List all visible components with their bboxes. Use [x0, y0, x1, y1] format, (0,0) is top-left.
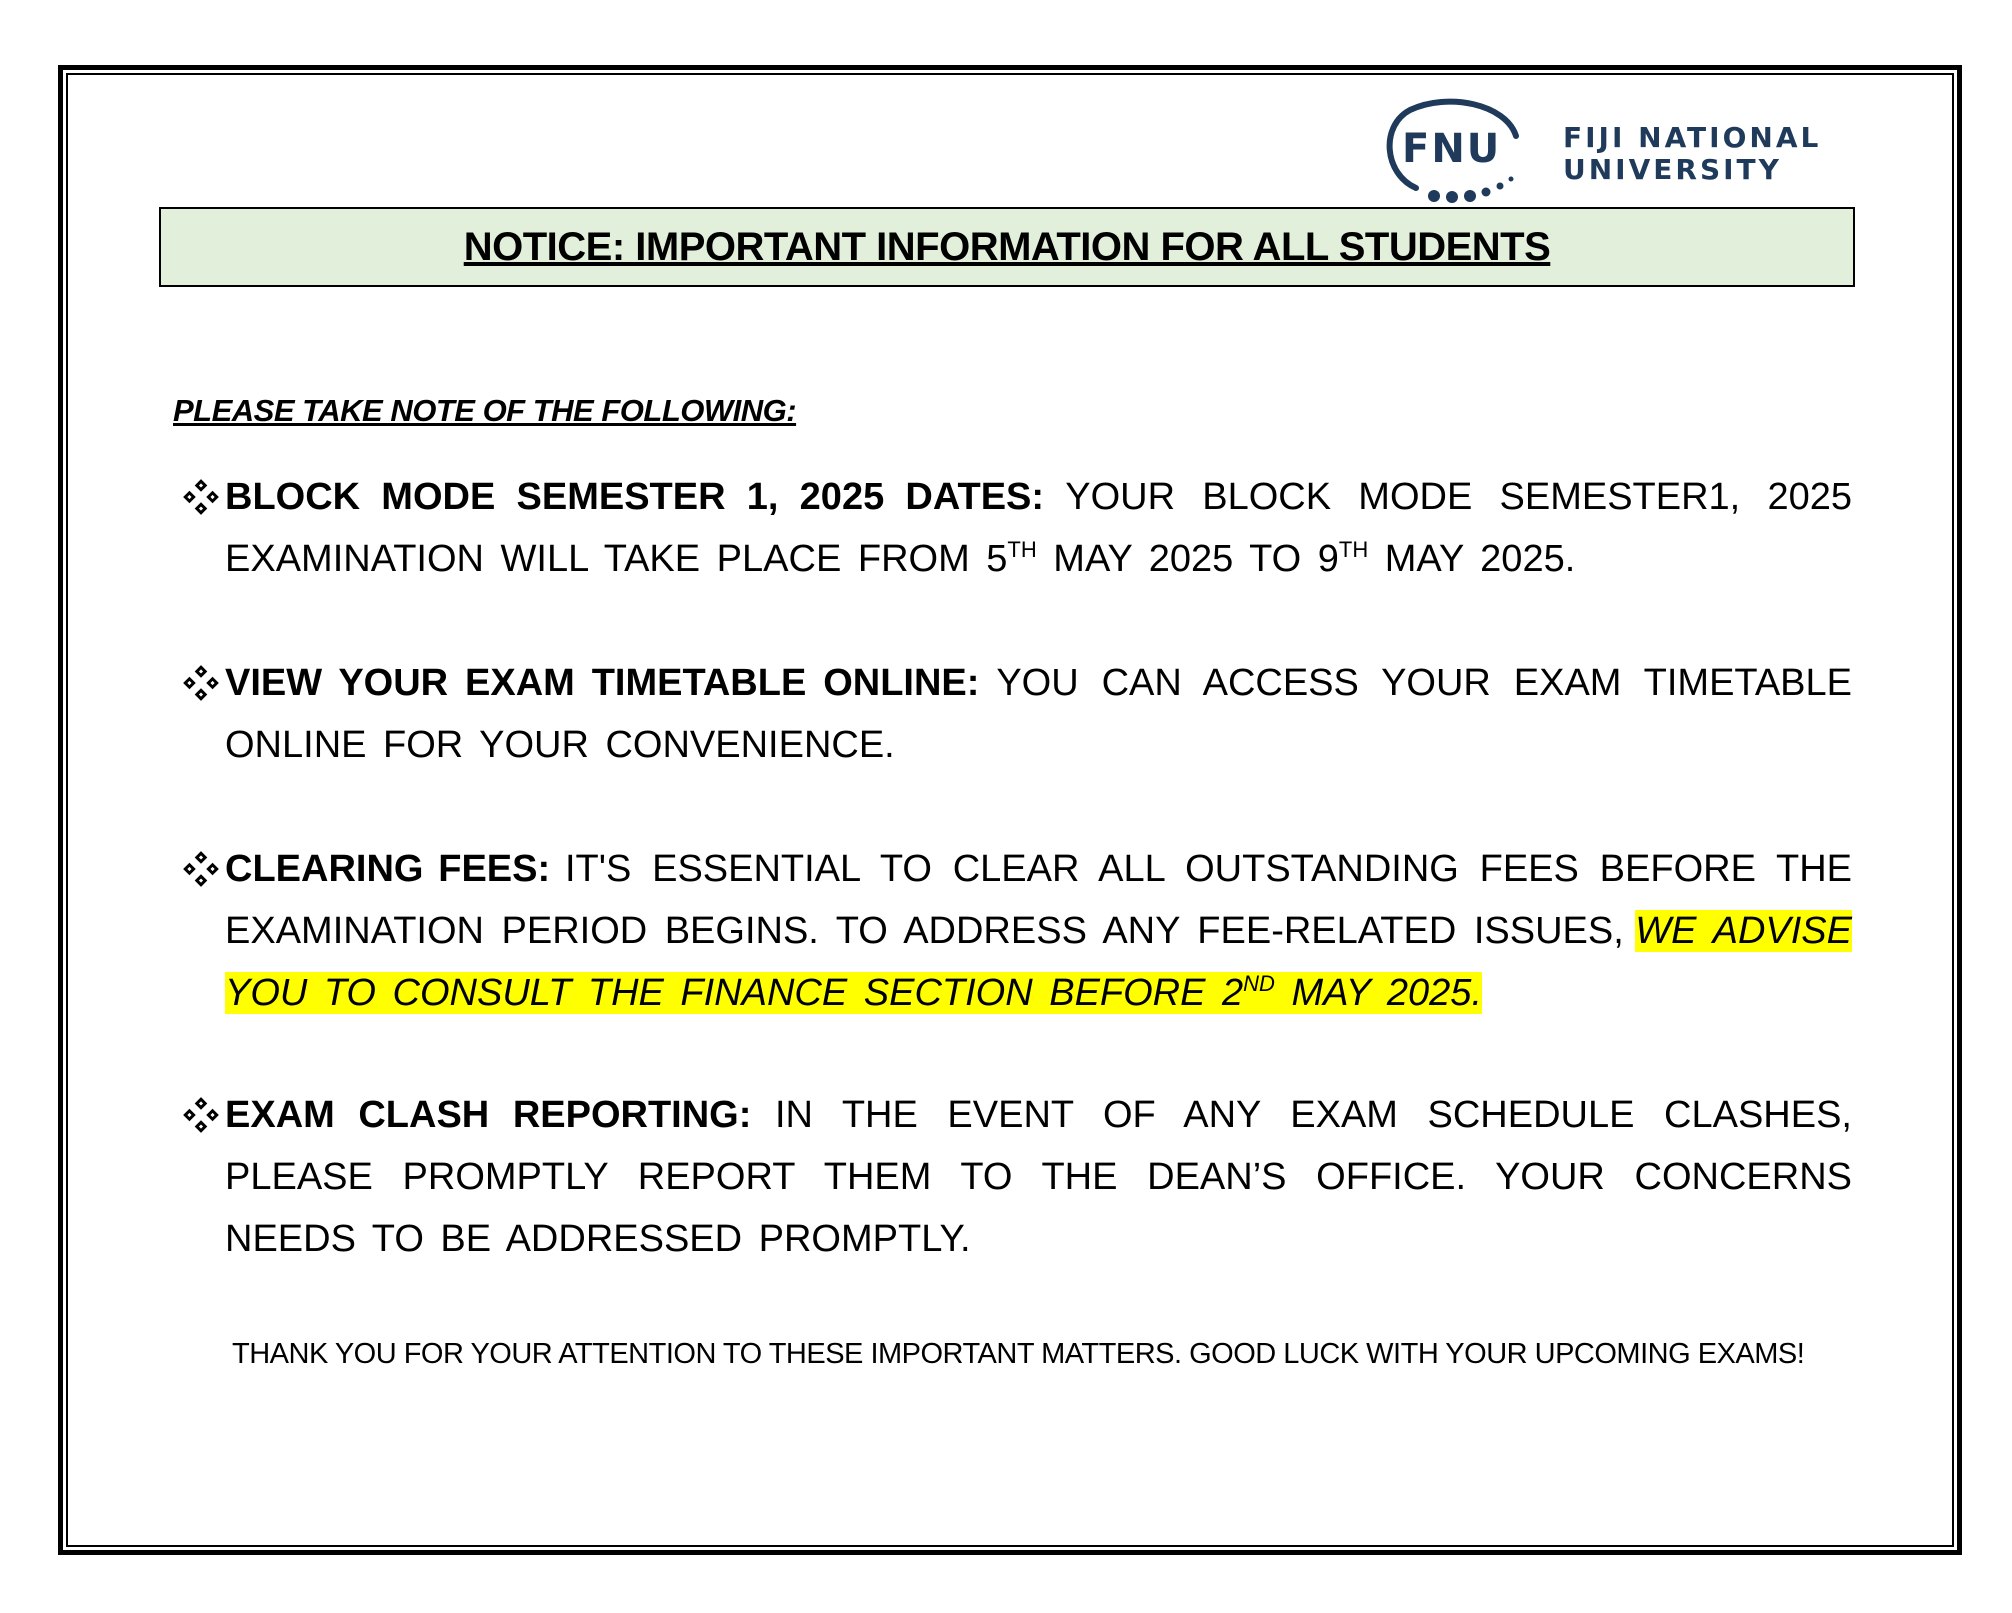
closing-message: THANK YOU FOR YOUR ATTENTION TO THESE IMPORTANT MATTERS. GOOD LUCK WITH YOUR UPCOMING EXAMS!: [232, 1338, 1805, 1370]
item-body: [225, 838, 1852, 1024]
four-diamond-bullet-icon: [180, 476, 222, 518]
ordinal-suffix: TH: [1338, 537, 1369, 562]
notice-title: NOTICE: IMPORTANT INFORMATION FOR ALL STUDENTS: [463, 224, 1551, 269]
highlight-text-part: MAY 2025.: [1274, 972, 1482, 1014]
notice-item-exam-timetable: [180, 652, 1852, 776]
logo-line-2: UNIVERSITY: [1563, 153, 1782, 186]
ordinal-suffix: ND: [1243, 971, 1275, 996]
item-body: [225, 652, 1852, 776]
logo-wordmark: [1563, 122, 1821, 186]
item-text: IN THE EVENT OF ANY EXAM SCHEDULE CLASHES, PLEASE PROMPTLY REPORT THEM TO THE DEAN’S OFFICE. YOUR CONCERNS NEEDS TO BE ADDRESSED PROMPTLY.: [225, 1094, 1852, 1260]
item-title: VIEW YOUR EXAM TIMETABLE ONLINE:: [225, 662, 980, 704]
notice-item-block-mode-dates: [180, 466, 1852, 590]
item-text-part: MAY 2025 TO 9: [1036, 538, 1339, 580]
item-text-part: YOUR BLOCK MODE SEMESTER1, 2025 EXAMINATION WILL TAKE PLACE FROM 5: [225, 476, 1852, 580]
ordinal-suffix: TH: [1007, 537, 1037, 562]
four-diamond-bullet-icon: [180, 1094, 222, 1136]
notice-item-clearing-fees: [180, 838, 1852, 1024]
four-diamond-bullet-icon: [180, 662, 222, 704]
item-text: YOU CAN ACCESS YOUR EXAM TIMETABLE ONLINE FOR YOUR CONVENIENCE.: [225, 662, 1852, 766]
item-body: [225, 1084, 1852, 1270]
notice-item-exam-clash: [180, 1084, 1852, 1270]
item-title: CLEARING FEES:: [225, 848, 551, 890]
page-border-inner: [66, 73, 1954, 1547]
notice-title-box: [159, 207, 1855, 287]
item-text: IT'S ESSENTIAL TO CLEAR ALL OUTSTANDING FEES BEFORE THE EXAMINATION PERIOD BEGINS. TO ADDRESS ANY FEE-RELATED ISSUES,: [225, 848, 1853, 952]
item-body: [225, 466, 1852, 590]
item-text-part: MAY 2025.: [1368, 538, 1576, 580]
item-title: EXAM CLASH REPORTING:: [225, 1094, 752, 1136]
logo-letters: FNU: [1402, 126, 1502, 172]
highlight-text-part: WE ADVISE YOU TO CONSULT THE FINANCE SECTION BEFORE 2: [225, 910, 1852, 1014]
item-title: BLOCK MODE SEMESTER 1, 2025 DATES:: [225, 476, 1045, 518]
logo-line-1: FIJI NATIONAL: [1563, 121, 1822, 154]
four-diamond-bullet-icon: [180, 848, 222, 890]
subheading: PLEASE TAKE NOTE OF THE FOLLOWING:: [173, 393, 797, 428]
university-logo: [1378, 96, 1868, 208]
